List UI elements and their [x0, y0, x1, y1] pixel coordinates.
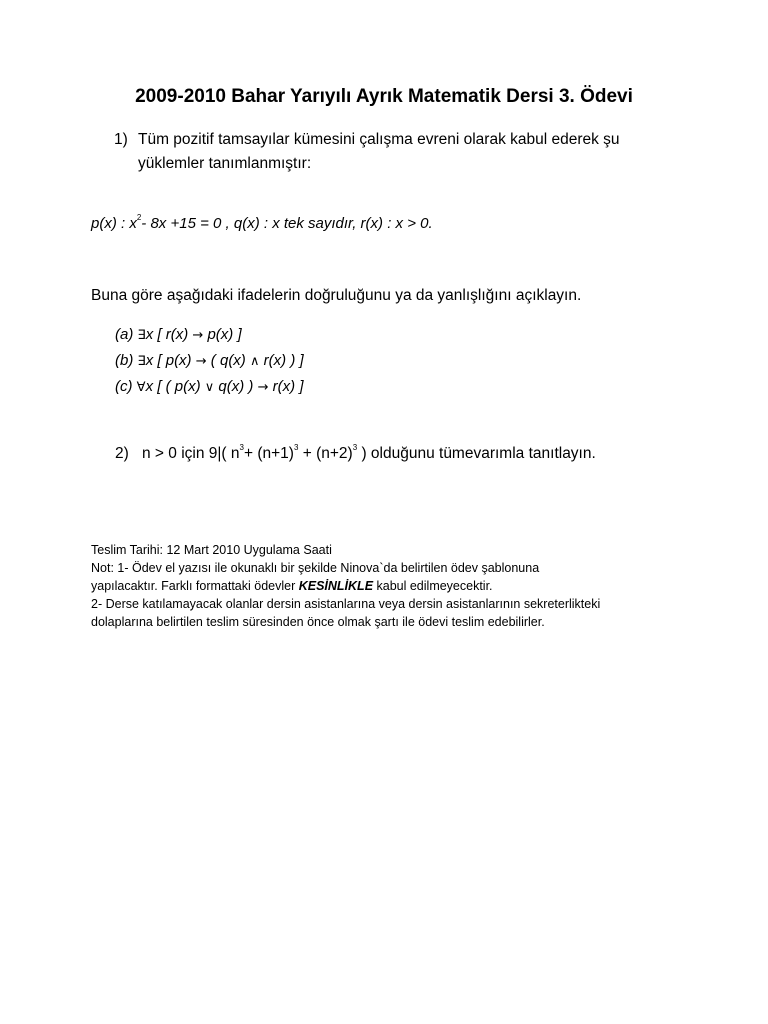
statement-c-part-1: x [ ( p(x)	[145, 378, 205, 395]
question-2	[115, 443, 596, 463]
implies-symbol: →	[195, 354, 207, 369]
definition-p-exponent: 2	[136, 213, 142, 222]
question-1-text: Tüm pozitif tamsayılar kümesini çalışma evreni olarak kabul ederek şu	[138, 131, 620, 148]
statement-b-part-1: x [ p(x)	[145, 352, 196, 369]
note-1-line-2-end: kabul edilmeyecektir.	[373, 579, 493, 593]
definition-p-start: p(x) : x	[91, 215, 137, 232]
statement-a	[115, 322, 304, 348]
question-2-part-3: + (n+2)	[298, 445, 353, 462]
forall-symbol: ∀	[136, 380, 146, 395]
question-1	[114, 128, 620, 176]
deadline-line: Teslim Tarihi: 12 Mart 2010 Uygulama Saati	[91, 543, 332, 557]
note-1-line-2	[91, 577, 711, 595]
definition-rest: - 8x +15 = 0 , q(x) : x tek sayıdır, r(x) : x > 0.	[141, 215, 433, 232]
note-2-line-2: dolaplarına belirtilen teslim süresinden önce olmak şartı ile ödevi teslim edebilirler.	[91, 615, 545, 629]
question-1-line-1	[114, 128, 620, 152]
exponent-1: 3	[239, 443, 244, 452]
exponent-3: 3	[352, 443, 358, 452]
question-2-part-1: n > 0 için 9|( n	[142, 445, 240, 462]
exponent-2: 3	[293, 443, 299, 452]
exists-symbol: ∃	[137, 328, 146, 343]
statement-c-label: (c)	[115, 378, 137, 395]
statement-b-part-3: r(x) ) ]	[259, 352, 304, 369]
statement-b-part-2: ( q(x)	[206, 352, 250, 369]
statement-b-label: (b)	[115, 352, 138, 369]
statement-c-part-2: q(x) )	[214, 378, 258, 395]
and-symbol: ∧	[249, 354, 260, 369]
instruction-text: Buna göre aşağıdaki ifadelerin doğruluğunu ya da yanlışlığını açıklayın.	[91, 287, 582, 304]
question-1-number: 1)	[114, 131, 128, 148]
implies-symbol: →	[192, 328, 204, 343]
question-2-part-4: ) olduğunu tümevarımla tanıtlayın.	[357, 445, 596, 462]
statement-list	[115, 322, 304, 400]
note-1-line-1: Not: 1- Ödev el yazısı ile okunaklı bir şekilde Ninova`da belirtilen ödev şablonuna	[91, 561, 540, 575]
implies-symbol: →	[257, 380, 269, 395]
statement-b	[115, 348, 304, 374]
predicate-definitions	[91, 213, 433, 232]
statement-c	[115, 374, 304, 400]
submission-notes	[91, 541, 711, 631]
emphasis-text: KESİNLİKLE	[298, 579, 374, 593]
question-1-line-2: yüklemler tanımlanmıştır:	[138, 155, 312, 172]
statement-c-part-3: r(x) ]	[268, 378, 304, 395]
question-2-number: 2)	[115, 445, 129, 462]
statement-a-label: (a)	[115, 326, 138, 343]
note-2-line-1: 2- Derse katılamayacak olanlar dersin asistanlarına veya dersin asistanlarının sekreterlikteki	[91, 597, 601, 611]
statement-a-part-1: x [ r(x)	[145, 326, 193, 343]
page-title: 2009-2010 Bahar Yarıyılı Ayrık Matematik Dersi 3. Ödevi	[135, 86, 633, 107]
statement-a-part-2: p(x) ]	[203, 326, 242, 343]
exists-symbol: ∃	[137, 354, 146, 369]
question-2-part-2: + (n+1)	[243, 445, 294, 462]
note-1-line-2-start: yapılacaktır. Farklı formattaki ödevler	[91, 579, 299, 593]
or-symbol: ∨	[204, 380, 215, 395]
